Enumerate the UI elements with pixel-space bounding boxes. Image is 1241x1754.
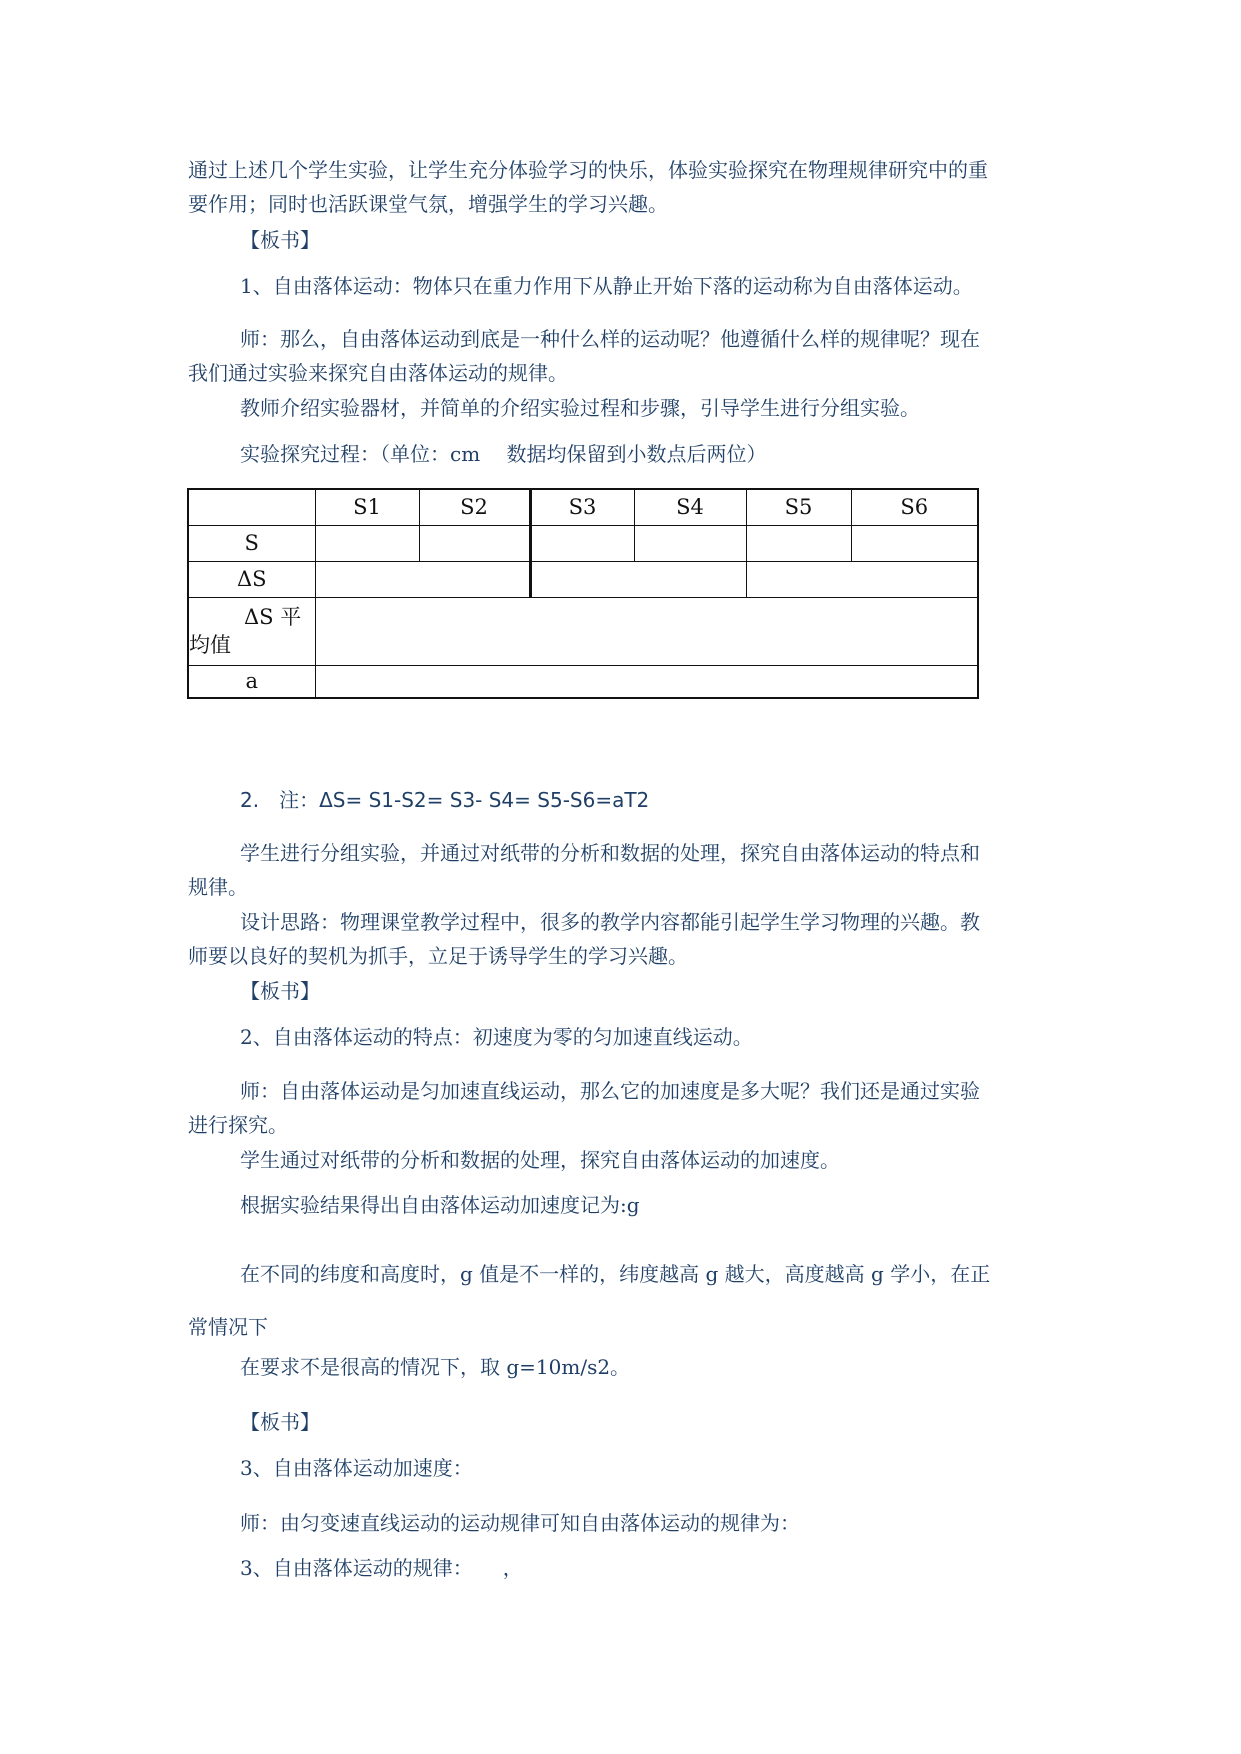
paragraph-line: 师：自由落体运动是匀加速直线运动，那么它的加速度是多大呢？我们还是通过实验 — [240, 1079, 980, 1103]
table-cell — [315, 561, 530, 597]
table-row — [188, 665, 978, 698]
definition-4: 3、自由落体运动的规律： ， — [240, 1556, 523, 1580]
table-row — [188, 561, 978, 597]
paragraph-line: 根据实验结果得出自由落体运动加速度记为:g — [240, 1193, 640, 1217]
row-label-delta-s: ΔS — [188, 561, 315, 597]
table-header-cell: S3 — [530, 489, 634, 525]
row-label-s: S — [188, 525, 315, 561]
paragraph-line: 常情况下 — [188, 1315, 268, 1339]
table-cell — [315, 597, 978, 665]
row-label-a: a — [188, 665, 315, 698]
paragraph-line: 师要以良好的契机为抓手，立足于诱导学生的学习兴趣。 — [188, 944, 688, 968]
table-cell — [315, 665, 978, 698]
experiment-table — [187, 488, 979, 699]
table-cell — [315, 525, 419, 561]
table-header-row — [188, 489, 978, 525]
paragraph-line: 我们通过实验来探究自由落体运动的规律。 — [188, 361, 568, 385]
paragraph-line: 在要求不是很高的情况下，取 g=10m/s2。 — [240, 1355, 631, 1379]
table-header-cell: S2 — [419, 489, 530, 525]
table-cell — [746, 525, 851, 561]
table-header-cell: S5 — [746, 489, 851, 525]
table-cell — [530, 561, 746, 597]
formula-note: 2. 注：ΔS= S1-S2= S3- S4= S5-S6=aT2 — [240, 788, 650, 812]
paragraph-line: 学生进行分组实验，并通过对纸带的分析和数据的处理，探究自由落体运动的特点和 — [240, 841, 980, 865]
row-label-delta-s-average — [188, 597, 315, 665]
table-cell — [419, 525, 530, 561]
paragraph-line: 规律。 — [188, 875, 248, 899]
paragraph-line: 进行探究。 — [188, 1113, 288, 1137]
table-header-cell: S1 — [315, 489, 419, 525]
paragraph-line: 师：那么，自由落体运动到底是一种什么样的运动呢？他遵循什么样的规律呢？现在 — [240, 327, 980, 351]
table-row — [188, 597, 978, 665]
paragraph-line: 师：由匀变速直线运动的运动规律可知自由落体运动的规律为： — [240, 1511, 800, 1535]
experiment-caption: 实验探究过程：（单位：cm 数据均保留到小数点后两位） — [240, 442, 767, 466]
row-label-line: 均值 — [189, 633, 231, 657]
board-heading: 【板书】 — [240, 979, 320, 1003]
paragraph-line: 通过上述几个学生实验，让学生充分体验学习的快乐，体验实验探究在物理规律研究中的重 — [188, 158, 988, 182]
board-heading: 【板书】 — [240, 1410, 320, 1434]
table-cell — [746, 561, 978, 597]
table-header-cell: S4 — [634, 489, 746, 525]
paragraph-line: 在不同的纬度和高度时，g 值是不一样的，纬度越高 g 越大，高度越高 g 学小，在正 — [240, 1262, 991, 1286]
definition-3: 3、自由落体运动加速度： — [240, 1456, 473, 1480]
definition-1: 1、自由落体运动：物体只在重力作用下从静止开始下落的运动称为自由落体运动。 — [240, 274, 973, 298]
row-label-line: ΔS 平 — [244, 605, 302, 629]
paragraph-line: 要作用；同时也活跃课堂气氛，增强学生的学习兴趣。 — [188, 192, 668, 216]
definition-2: 2、自由落体运动的特点：初速度为零的匀加速直线运动。 — [240, 1025, 753, 1049]
board-heading: 【板书】 — [240, 228, 320, 252]
table-cell — [634, 525, 746, 561]
paragraph-line: 教师介绍实验器材，并简单的介绍实验过程和步骤，引导学生进行分组实验。 — [240, 396, 920, 420]
paragraph-line: 学生通过对纸带的分析和数据的处理，探究自由落体运动的加速度。 — [240, 1148, 840, 1172]
table-header-cell: S6 — [851, 489, 978, 525]
table-row — [188, 525, 978, 561]
table-corner-cell — [188, 489, 315, 525]
table-cell — [851, 525, 978, 561]
table-cell — [530, 525, 634, 561]
paragraph-line: 设计思路：物理课堂教学过程中，很多的教学内容都能引起学生学习物理的兴趣。教 — [240, 910, 980, 934]
